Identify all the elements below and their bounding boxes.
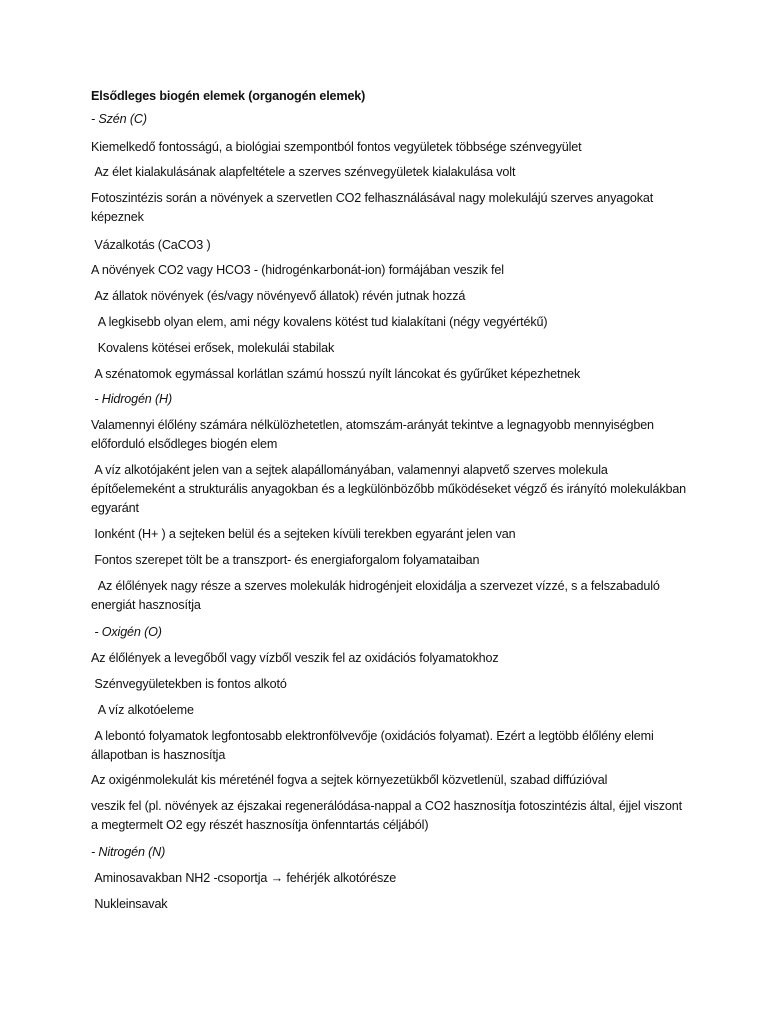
paragraph: Nukleinsavak xyxy=(91,897,168,911)
section-heading-hydrogen: - Hidrogén (H) xyxy=(91,392,173,406)
section-heading-nitrogen: - Nitrogén (N) xyxy=(91,845,166,859)
paragraph: Valamennyi élőlény számára nélkülözhetetlen, atomszám-arányát tekintve a legnagyobb mennyiségben előforduló elsődleges biogén elem xyxy=(91,418,658,451)
paragraph: A legkisebb olyan elem, ami négy kovalens kötést tud kialakítani (négy vegyértékű) xyxy=(91,315,548,329)
paragraph: veszik fel (pl. növények az éjszakai regenerálódása-nappal a CO2 hasznosítja fotoszintézis által, éjjel viszont a megtermelt O2 egy részét hasznosítja önfenntartás céljából) xyxy=(91,799,686,832)
paragraph: Az élőlények nagy része a szerves molekulák hidrogénjeit eloxidálja a szervezet vízzé, s a felszabaduló energiát hasznosítja xyxy=(91,579,664,612)
paragraph: A víz alkotójaként jelen van a sejtek alapállományában, valamennyi alapvető szerves molekula építőelemeként a strukturális anyagokban és a legkülönbözőbb működéseket végző és irányító molekulákban egyaránt xyxy=(91,463,690,515)
paragraph: Az élőlények a levegőből vagy vízből veszik fel az oxidációs folyamatokhoz xyxy=(91,651,499,665)
paragraph: Fotoszintézis során a növények a szervetlen CO2 felhasználásával nagy molekulájú szerves anyagokat képeznek xyxy=(91,191,657,224)
page-title: Elsődleges biogén elemek (organogén elemek) xyxy=(91,89,366,103)
paragraph: A növények CO2 vagy HCO3 - (hidrogénkarbonát-ion) formájában veszik fel xyxy=(91,263,504,277)
paragraph: Szénvegyületekben is fontos alkotó xyxy=(91,677,287,691)
paragraph: Aminosavakban NH2 -csoportja → fehérjék alkotórésze xyxy=(91,871,397,885)
paragraph: A víz alkotóeleme xyxy=(91,703,194,717)
paragraph: Az élet kialakulásának alapfeltétele a szerves szénvegyületek kialakulása volt xyxy=(91,165,516,179)
paragraph: A lebontó folyamatok legfontosabb elektronfölvevője (oxidációs folyamat). Ezért a legtöbb élőlény elemi állapotban is hasznosítja xyxy=(91,729,658,762)
paragraph: Kovalens kötései erősek, molekulái stabilak xyxy=(91,341,335,355)
paragraph: Az oxigénmolekulát kis méreténél fogva a sejtek környezetükből közvetlenül, szabad diffúzióval xyxy=(91,773,608,787)
paragraph: A szénatomok egymással korlátlan számú hosszú nyílt láncokat és gyűrűket képezhetnek xyxy=(91,367,581,381)
section-heading-carbon: - Szén (C) xyxy=(91,112,147,126)
paragraph: Kiemelkedő fontosságú, a biológiai szempontból fontos vegyületek többsége szénvegyület xyxy=(91,140,582,154)
section-heading-oxygen: - Oxigén (O) xyxy=(91,625,162,639)
paragraph: Fontos szerepet tölt be a transzport- és energiaforgalom folyamataiban xyxy=(91,553,480,567)
paragraph: Az állatok növények (és/vagy növényevő állatok) révén jutnak hozzá xyxy=(91,289,466,303)
paragraph: Vázalkotás (CaCO3 ) xyxy=(91,238,211,252)
paragraph: Ionként (H+ ) a sejteken belül és a sejteken kívüli terekben egyaránt jelen van xyxy=(91,527,516,541)
